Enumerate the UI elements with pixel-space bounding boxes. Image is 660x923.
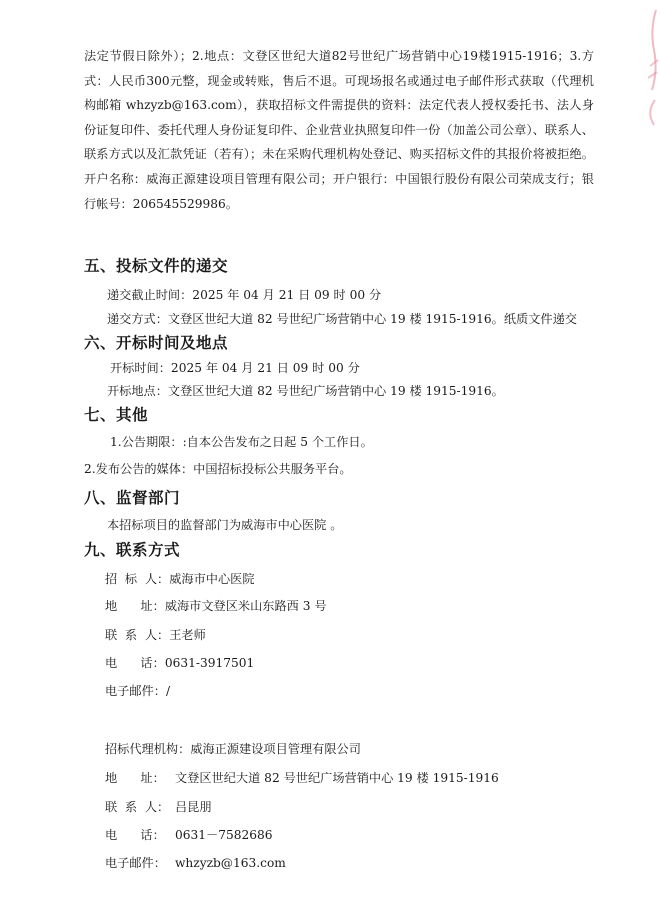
- agent-address-label: 地 址：: [105, 771, 165, 785]
- agent-name: 威海正源建设项目管理有限公司: [190, 742, 361, 756]
- agent-phone-row: [105, 826, 272, 843]
- section7-heading: 七、其他: [84, 406, 149, 424]
- buyer-contact-row: [105, 626, 206, 643]
- seal-fragment-icon: [636, 0, 660, 160]
- buyer-email: /: [165, 684, 171, 698]
- buyer-name: 威海市中心医院: [169, 572, 255, 586]
- agent-email-row: [105, 854, 286, 871]
- buyer-address-label: 地 址：: [105, 599, 165, 613]
- agent-name-label: 招标代理机构：: [105, 742, 191, 756]
- buyer-phone-row: [105, 654, 254, 671]
- agent-name-row: [105, 740, 361, 757]
- opening-place: 开标地点：文登区世纪大道 82 号世纪广场营销中心 19 楼 1915-1916。: [107, 384, 504, 398]
- agent-address: 文登区世纪大道 82 号世纪广场营销中心 19 楼 1915-1916: [175, 771, 499, 785]
- buyer-name-row: [105, 570, 255, 587]
- buyer-phone-label: 电 话：: [105, 656, 165, 670]
- intro-paragraph: 法定节假日除外）；2.地点：文登区世纪大道82号世纪广场营销中心19楼1915-1916；3.方式：人民币300元整，现金或转账，售后不退。可现场报名或通过电子邮件形式获取（代理机构邮箱 whzyzb@163.com），获取招标文件需提供的资料：法定代表人授权委托书、法人身份证复印件、委托代理人身份证复印件、企业营业执照复印件一份（加盖公司公章）、联系人、联系方式以及汇款凭证（若有）；未在采购代理机构处登记、购买招标文件的其报价将被拒绝。开户名称：威海正源建设项目管理有限公司；开户银行：中国银行股份有限公司荣成支行；银行帐号：206545529986。: [84, 49, 594, 211]
- supervision-text: 本招标项目的监督部门为威海市中心医院 。: [107, 518, 343, 532]
- submission-deadline: 递交截止时间：2025 年 04 月 21 日 09 时 00 分: [107, 288, 382, 302]
- buyer-address: 威海市文登区米山东路西 3 号: [164, 599, 327, 613]
- buyer-phone: 0631-3917501: [164, 656, 255, 670]
- agent-phone-label: 电 话：: [105, 828, 165, 842]
- agent-contact: 吕昆朋: [175, 800, 212, 814]
- buyer-contact-label: 联 系 人：: [105, 628, 170, 642]
- section8-heading: 八、监督部门: [84, 489, 181, 507]
- submission-method: 递交方式：文登区世纪大道 82 号世纪广场营销中心 19 楼 1915-1916。纸质文件递交: [107, 312, 577, 326]
- buyer-contact: 王老师: [169, 628, 206, 642]
- section9-heading: 九、联系方式: [84, 541, 181, 559]
- section5-heading: 五、投标文件的递交: [84, 257, 229, 275]
- agent-phone: 0631－7582686: [175, 828, 273, 842]
- agent-email-label: 电子邮件：: [105, 856, 166, 870]
- buyer-email-label: 电子邮件：: [105, 684, 166, 698]
- publish-media: 2.发布公告的媒体：中国招标投标公共服务平台。: [84, 462, 352, 476]
- opening-time: 开标时间：2025 年 04 月 21 日 09 时 00 分: [110, 361, 360, 375]
- buyer-name-label: 招 标 人：: [105, 572, 170, 586]
- agent-contact-row: [105, 798, 212, 815]
- notice-period: 1.公告期限：:自本公告发布之日起 5 个工作日。: [110, 435, 373, 449]
- agent-contact-label: 联 系 人：: [105, 800, 170, 814]
- section6-heading: 六、开标时间及地点: [84, 334, 229, 352]
- agent-email: whzyzb@163.com: [175, 856, 286, 870]
- buyer-address-row: [105, 597, 327, 614]
- buyer-email-row: [105, 682, 170, 699]
- agent-address-row: [105, 769, 499, 786]
